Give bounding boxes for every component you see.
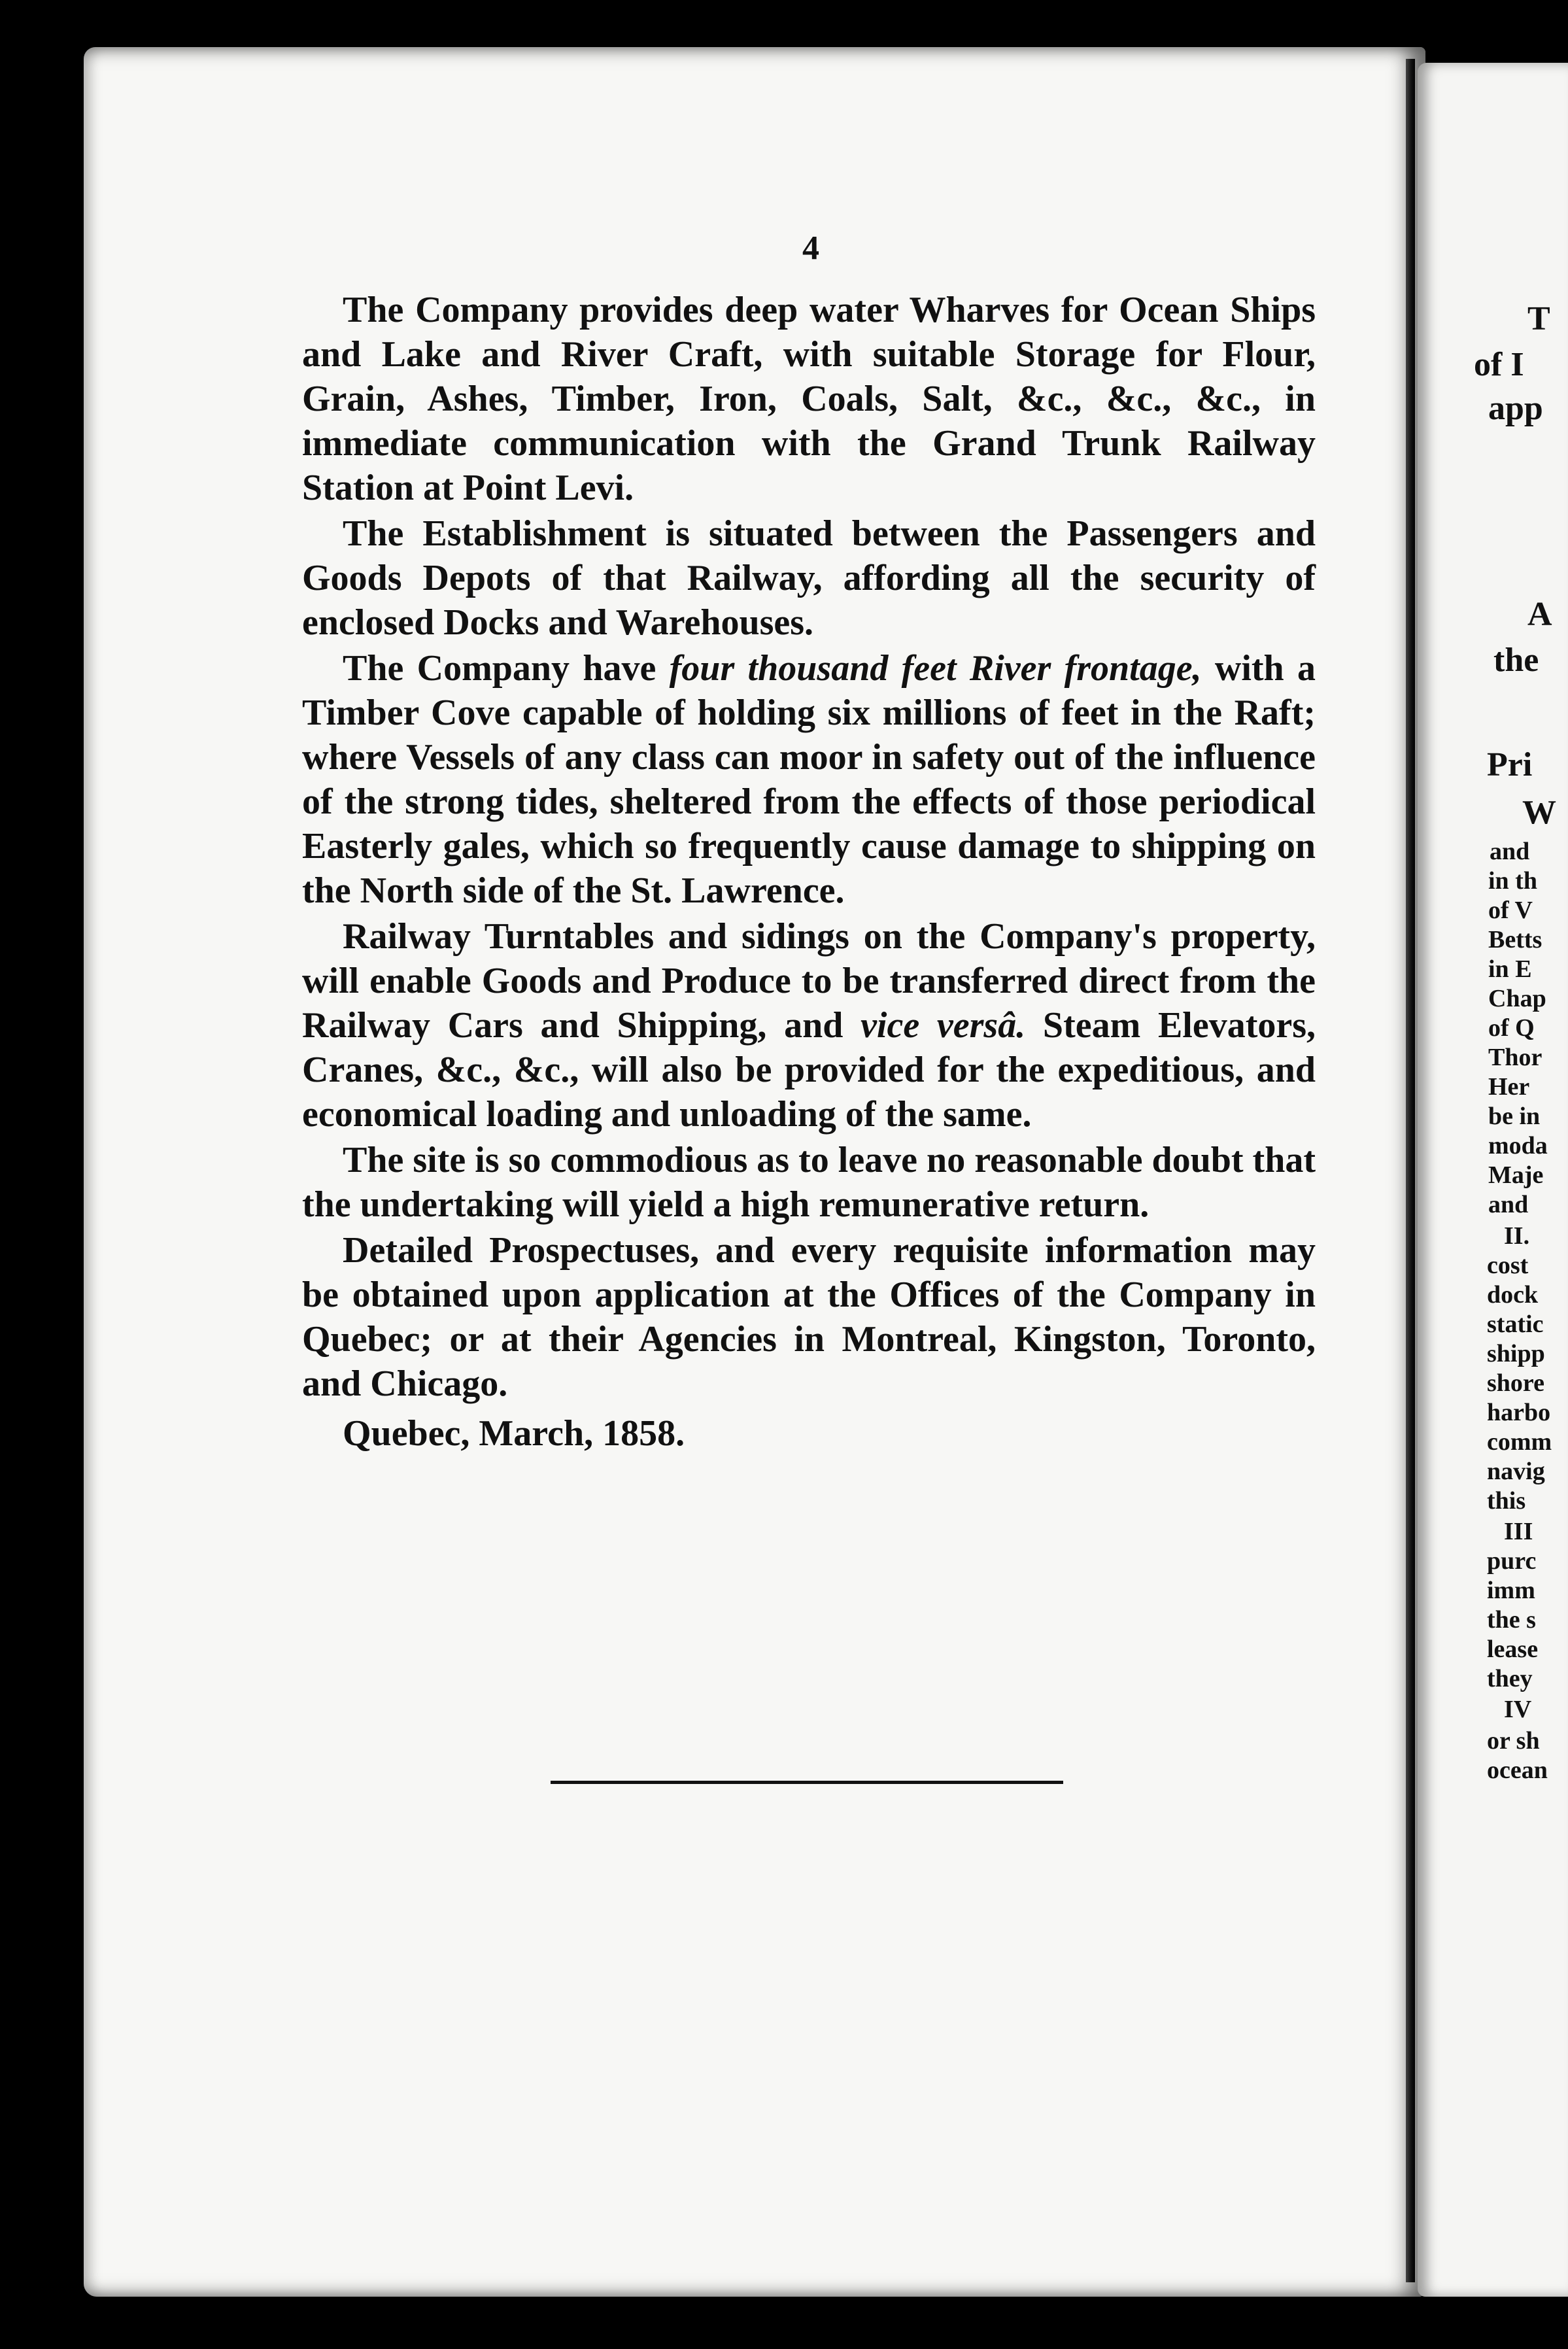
paragraph-wharves: The Company provides deep water Wharves for Ocean Ships and Lake and River Craft, with suitable Storage for Flour, Grain, Ashes, Timber, Iron, Coals, Salt, &c., &c., &c., in immediate communication with the Grand Trunk Railway Station at Point Levi. <box>302 290 1316 508</box>
right-page-line: or sh <box>1487 1727 1540 1755</box>
horizontal-rule <box>551 1781 1063 1784</box>
paragraph-site: The site is so commodious as to leave no reasonable doubt that the undertaking will yield a high remunerative return. <box>302 1140 1316 1225</box>
right-page-line: shore <box>1487 1369 1544 1397</box>
right-page-line: Her <box>1488 1073 1530 1101</box>
right-page-line: shipp <box>1487 1340 1545 1367</box>
right-page-line: lease <box>1487 1636 1539 1663</box>
right-page-line: be in <box>1488 1103 1541 1130</box>
right-page-line: W <box>1522 794 1556 831</box>
right-page-line: in th <box>1488 867 1537 895</box>
emphasis-river-frontage: four thousand feet River frontage, <box>669 648 1202 689</box>
right-page-line: of Q <box>1488 1014 1535 1042</box>
paragraph-railway: Railway Turntables and sidings on the Company's property, will enable Goods and Produce to be transferred direct from the Railway Cars and Shipping, and vice versâ. Steam Elevators, Cranes, &c., &c., will also be provided for the expeditious, and economical loading and unloading of the same. <box>302 916 1316 1135</box>
right-page-line: the <box>1493 642 1539 679</box>
right-page-line: in E <box>1488 955 1532 983</box>
right-page-line: moda <box>1488 1132 1548 1159</box>
right-page-line: app <box>1488 390 1543 427</box>
right-page-line: of I <box>1474 346 1524 383</box>
right-page-line: dock <box>1487 1281 1539 1309</box>
right-page-line: T <box>1527 300 1550 337</box>
paragraph-river-frontage: The Company have four thousand feet River frontage, with a Timber Cove capable of holding six millions of feet in the Raft; where Vessels of any class can moor in safety out of the influence of the strong tides, sheltered from the effects of those periodical Easterly gales, which so frequently cause damage to shipping on the North side of the St. Lawrence. <box>302 648 1316 911</box>
right-page-line: II. <box>1504 1222 1530 1250</box>
right-page-line: IV <box>1504 1696 1532 1723</box>
book-gutter <box>1406 59 1415 2282</box>
right-page-line: Maje <box>1488 1161 1544 1189</box>
right-page-line: static <box>1487 1311 1544 1338</box>
body-text <box>302 288 1316 1456</box>
right-page-line: of V <box>1488 897 1533 924</box>
right-page-line: the s <box>1487 1606 1536 1634</box>
right-page-line: Pri <box>1487 746 1533 783</box>
right-page-line: A <box>1527 596 1552 633</box>
right-page-line: Betts <box>1488 926 1542 953</box>
right-page-line: Thor <box>1488 1044 1542 1071</box>
page-number: 4 <box>802 230 819 267</box>
right-page-line: comm <box>1487 1428 1552 1456</box>
right-page-line: Chap <box>1488 985 1546 1012</box>
right-page-line: they <box>1487 1665 1533 1692</box>
right-page-line: imm <box>1487 1577 1535 1604</box>
right-page-line: and <box>1488 1191 1529 1218</box>
dateline: Quebec, March, 1858. <box>343 1413 685 1454</box>
right-page-line: this <box>1487 1487 1526 1515</box>
right-page-line: harbo <box>1487 1399 1551 1426</box>
right-page-line: III <box>1504 1518 1533 1545</box>
right-page-line: purc <box>1487 1547 1537 1575</box>
paragraph-establishment: The Establishment is situated between the Passengers and Goods Depots of that Railway, affording all the security of enclosed Docks and Warehouses. <box>302 513 1316 643</box>
right-page-line: navig <box>1487 1458 1545 1485</box>
right-page-line: and <box>1490 838 1530 865</box>
emphasis-vice-versa: vice versâ. <box>861 1005 1026 1046</box>
paragraph-prospectuses: Detailed Prospectuses, and every requisite information may be obtained upon application at the Offices of the Company in Quebec; or at their Agencies in Montreal, Kingston, Toronto, and Chicago. <box>302 1230 1316 1404</box>
right-page-line: cost <box>1487 1252 1529 1279</box>
right-page-line: ocean <box>1487 1757 1548 1784</box>
